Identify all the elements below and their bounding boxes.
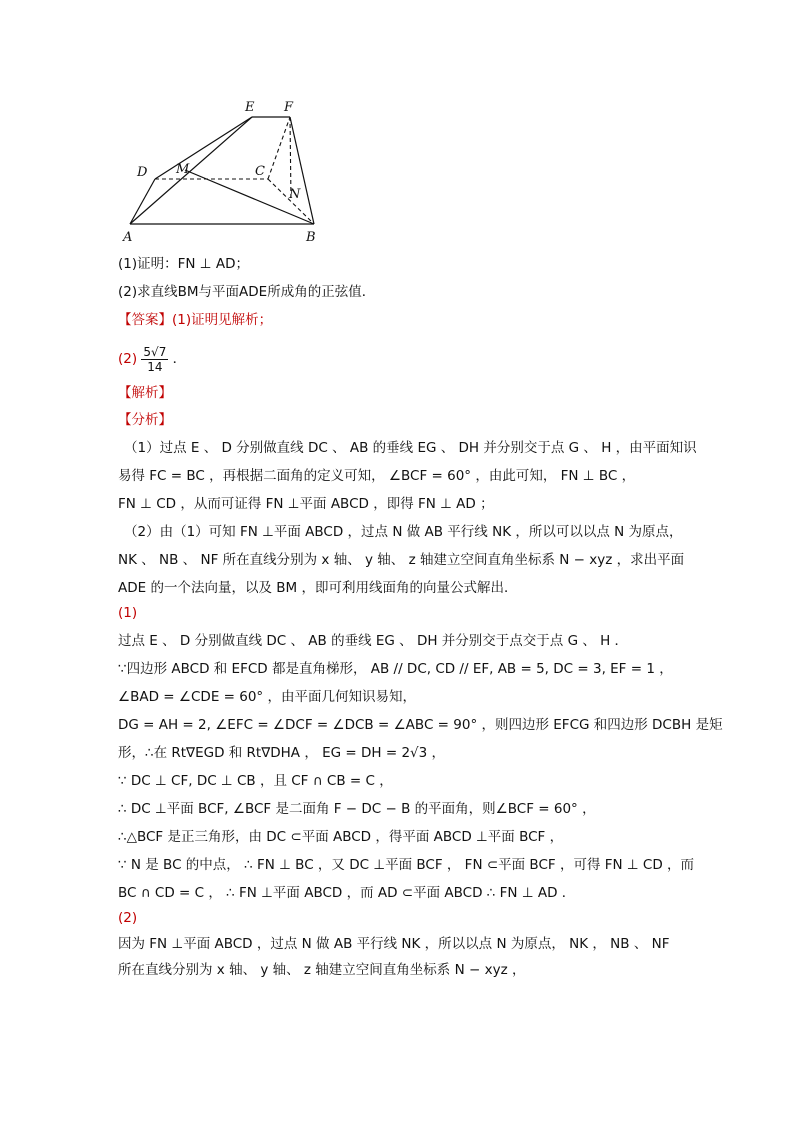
- label-N: N: [289, 187, 301, 202]
- label-C: C: [255, 164, 265, 179]
- label-M: M: [176, 162, 190, 177]
- solution-line: 形，∴在 Rt∇EGD 和 Rt∇DHA ， EG = DH = 2√3 ，: [118, 745, 446, 761]
- answer-label: 【答案】: [118, 312, 172, 328]
- fenxi-line: ADE 的一个法向量，以及 BM ，即可利用线面角的向量公式解出．: [118, 580, 518, 596]
- answer-part1: (1)证明见解析；: [172, 312, 273, 328]
- answer-fraction: [141, 345, 168, 374]
- solution-line: ∵ N 是 BC 的中点， ∴ FN ⊥ BC ，又 DC ⊥平面 BCF ， FN ⊂平面 BCF ，可得 FN ⊥ CD ，而: [118, 857, 695, 873]
- solution-line: 过点 E 、 D 分别做直线 DC 、 AB 的垂线 EG 、 DH 并分别交于点交于点 G 、 H ．: [118, 633, 629, 649]
- edge-CF-hidden: [268, 117, 290, 179]
- label-F: F: [284, 100, 294, 115]
- label-D: D: [137, 165, 148, 180]
- question-1: (1)证明：FN ⊥ AD；: [118, 256, 249, 272]
- edge-AE: [130, 117, 252, 224]
- answer-line-1: [118, 310, 272, 330]
- solution-line: ∠BAD = ∠CDE = 60° ，由平面几何知识易知，: [118, 689, 416, 705]
- part1-label: (1): [118, 605, 138, 621]
- fenxi-line: FN ⊥ CD ，从而可证得 FN ⊥平面 ABCD ，即得 FN ⊥ AD ；: [118, 496, 494, 512]
- solution-line: DG = AH = 2, ∠EFC = ∠DCF = ∠DCB = ∠ABC = 90° ，则四边形 EFCG 和四边形 DCBH 是矩: [118, 717, 723, 733]
- edge-DE: [155, 117, 252, 179]
- fraction-numerator: 5√7: [143, 344, 167, 359]
- solution-line: 所在直线分别为 x 轴、 y 轴、 z 轴建立空间直角坐标系 N − xyz ，: [118, 962, 526, 978]
- part2-label: (2): [118, 910, 138, 926]
- label-B: B: [306, 230, 316, 244]
- solution-line: ∵四边形 ABCD 和 EFCD 都是直角梯形， AB // DC, CD // EF, AB = 5, DC = 3, EF = 1 ，: [118, 661, 673, 677]
- solution-line: ∴△BCF 是正三角形，由 DC ⊂平面 ABCD ，得平面 ABCD ⊥平面 BCF ，: [118, 829, 564, 845]
- geometry-figure: [118, 96, 328, 244]
- jiexi-label: 【解析】: [118, 385, 172, 401]
- fraction-denominator: 14: [147, 359, 163, 374]
- fenxi-label: 【分析】: [118, 412, 172, 428]
- solution-line: 因为 FN ⊥平面 ABCD ，过点 N 做 AB 平行线 NK ，所以以点 N 为原点， NK ， NB 、 NF: [118, 936, 670, 952]
- edge-AD: [130, 179, 155, 224]
- polyhedron-diagram: [118, 96, 328, 244]
- fenxi-line: NK 、 NB 、 NF 所在直线分别为 x 轴、 y 轴、 z 轴建立空间直角坐标系 N − xyz ，求出平面: [118, 552, 685, 568]
- fenxi-line: （1）过点 E 、 D 分别做直线 DC 、 AB 的垂线 EG 、 DH 并分别交于点 G 、 H ，由平面知识: [124, 440, 697, 456]
- fenxi-line: 易得 FC = BC ，再根据二面角的定义可知， ∠BCF = 60° ，由此可知， FN ⊥ BC ，: [118, 468, 636, 484]
- fenxi-line: （2）由（1）可知 FN ⊥平面 ABCD ，过点 N 做 AB 平行线 NK ，所以可以以点 N 为原点，: [124, 524, 683, 540]
- solution-line: ∴ DC ⊥平面 BCF, ∠BCF 是二面角 F − DC − B 的平面角，则∠BCF = 60° ，: [118, 801, 596, 817]
- label-A: A: [123, 230, 133, 244]
- question-2: (2)求直线BM与平面ADE所成角的正弦值．: [118, 284, 376, 300]
- answer-part2-suffix: ．: [172, 351, 187, 367]
- edge-FB: [290, 117, 314, 224]
- label-E: E: [245, 100, 255, 115]
- solution-line: BC ∩ CD = C ， ∴ FN ⊥平面 ABCD ，而 AD ⊂平面 ABCD ∴ FN ⊥ AD ．: [118, 885, 576, 901]
- answer-part2-prefix: (2): [118, 351, 138, 367]
- solution-line: ∵ DC ⊥ CF, DC ⊥ CB ，且 CF ∩ CB = C ，: [118, 773, 393, 789]
- answer-line-2: [118, 342, 186, 376]
